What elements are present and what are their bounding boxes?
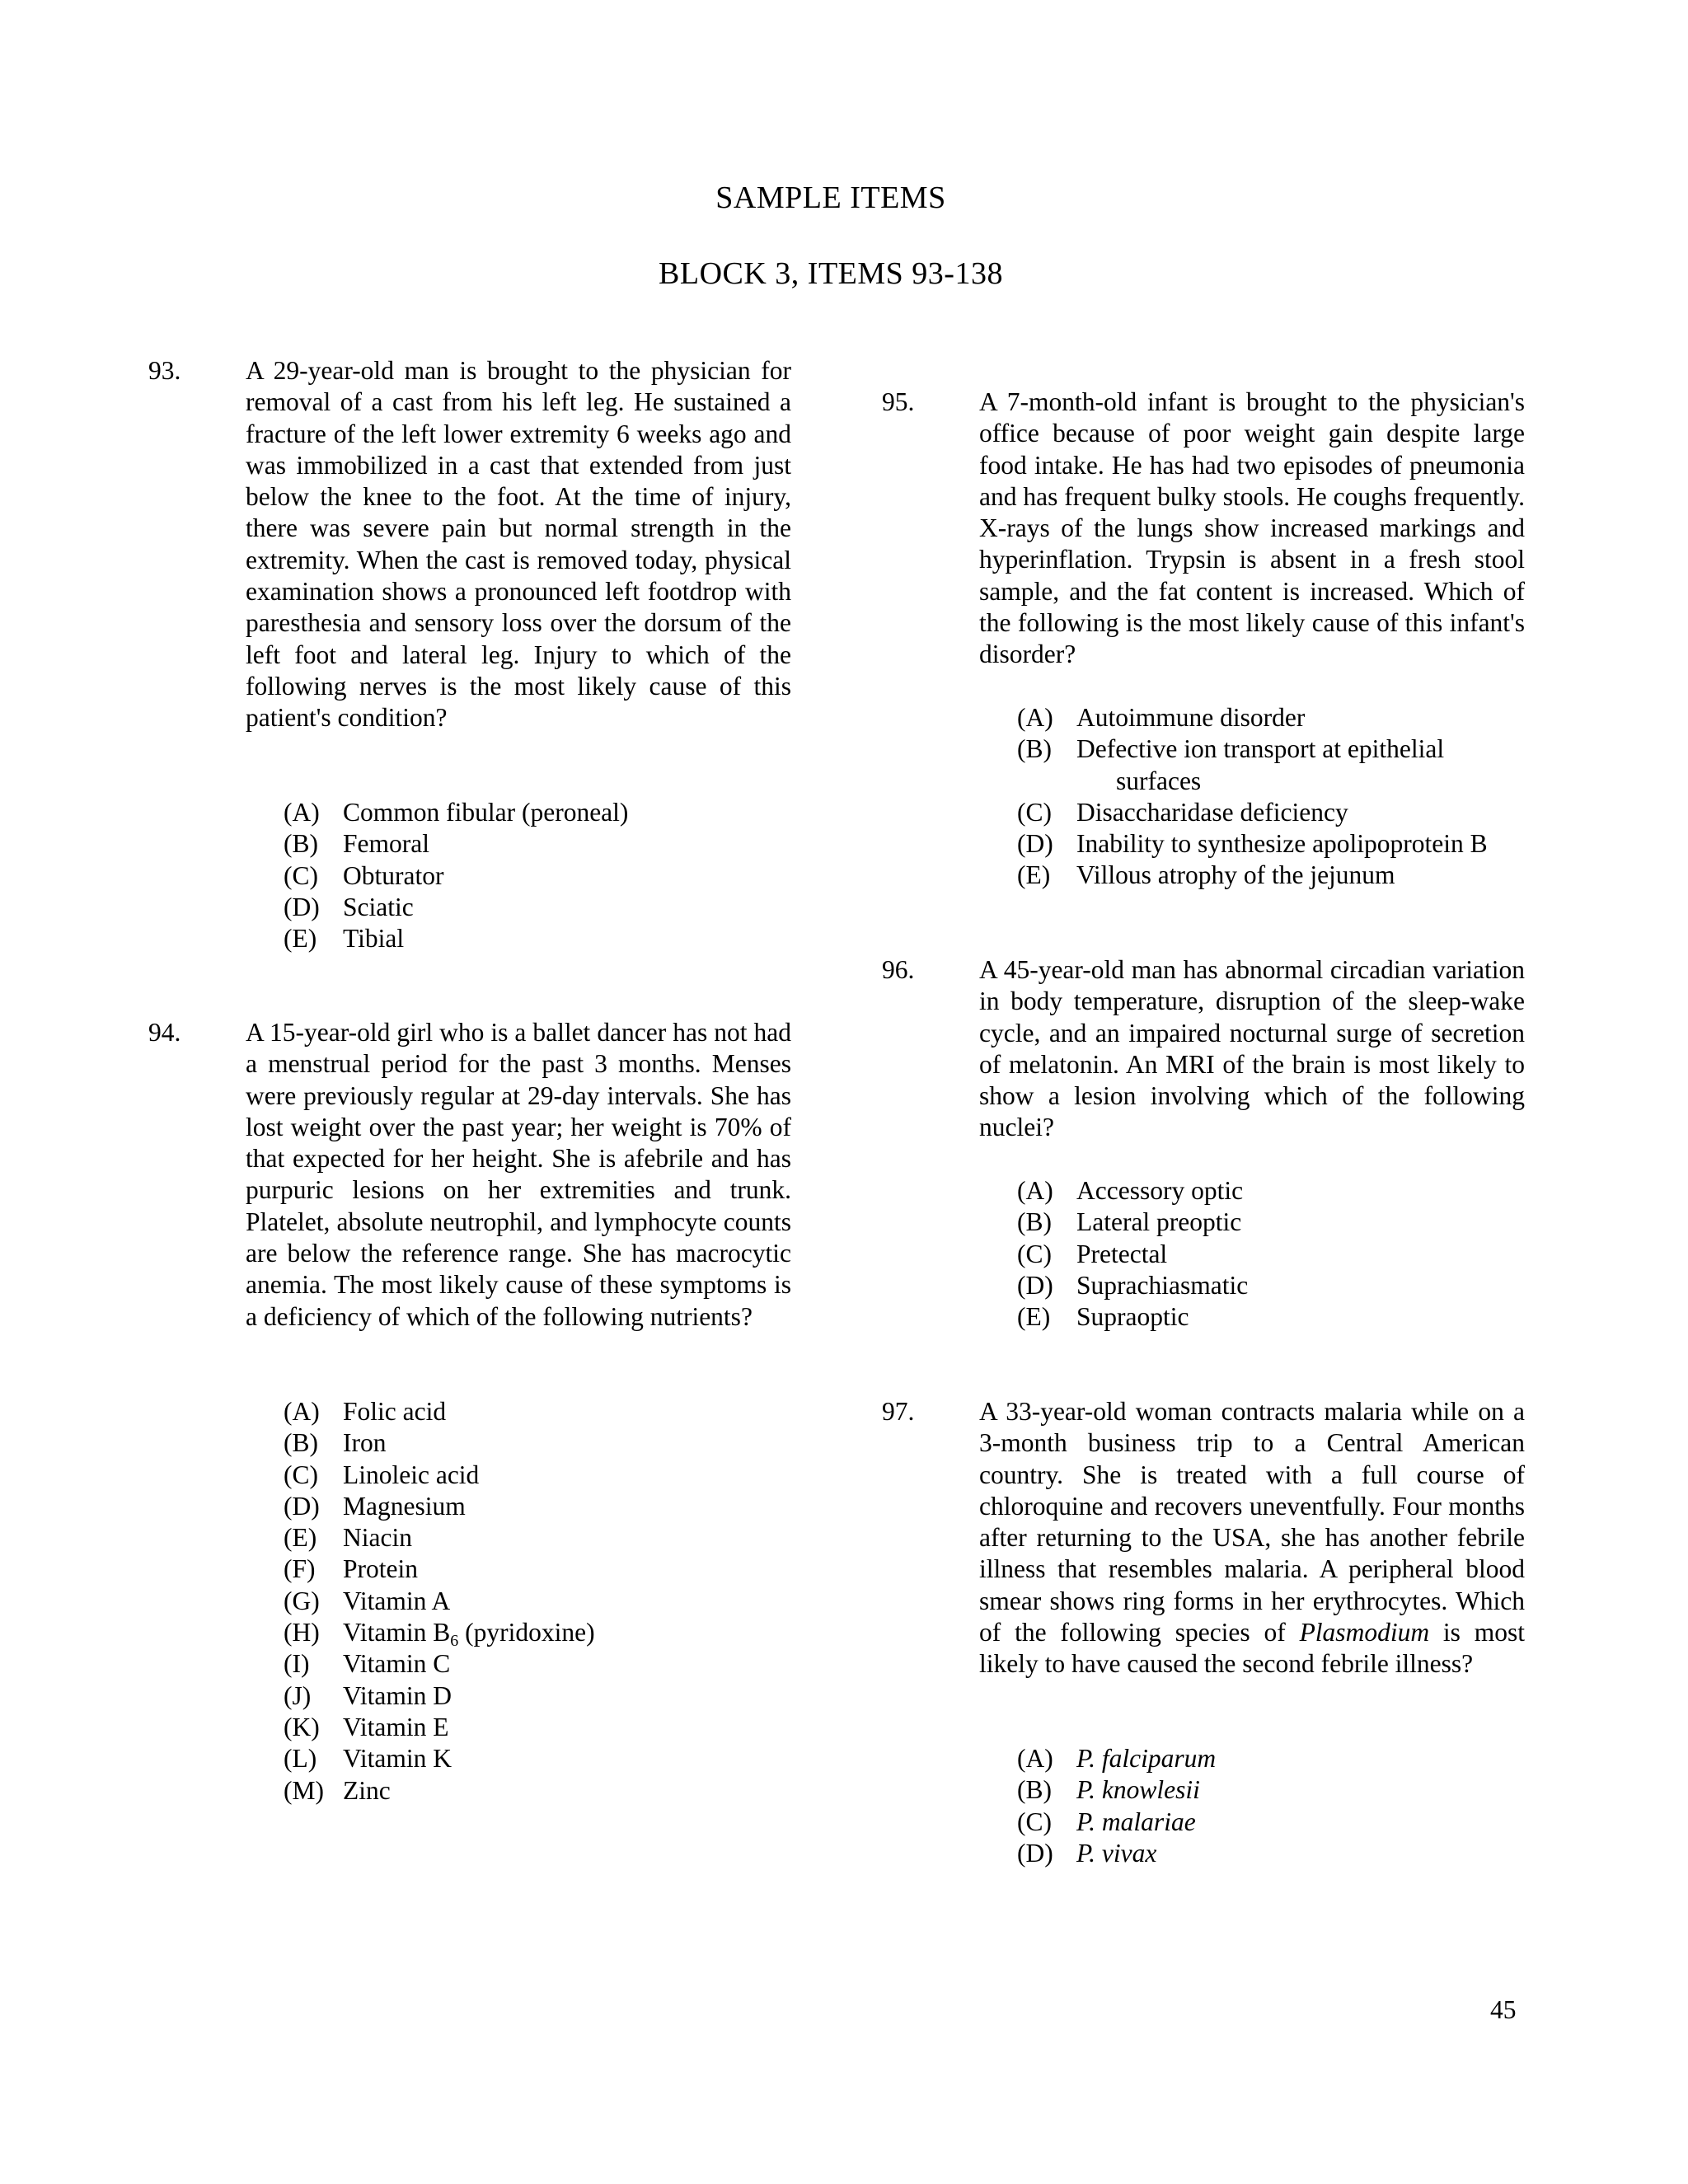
- option-letter: (J): [284, 1680, 312, 1710]
- option-text: Vitamin E: [343, 1712, 449, 1741]
- option-text: P. malariae: [1076, 1807, 1196, 1836]
- answer-option[interactable]: [1017, 1774, 1512, 1806]
- option-text: Vitamin K: [343, 1744, 452, 1774]
- option-text: Vitamin B: [343, 1618, 451, 1647]
- answer-option[interactable]: [1017, 1207, 1512, 1238]
- option-text: Tibial: [343, 924, 405, 954]
- answer-option[interactable]: [284, 797, 778, 828]
- option-text: P. knowlesii: [1076, 1775, 1200, 1805]
- answer-option[interactable]: [1017, 733, 1512, 797]
- question-stem: A 45-year-old man has abnormal circadian variation in body temperature, disruption of the sleep-wake cycle, and an impaired nocturnal surge of secretion of melatonin. An MRI of the brain is most likely to show a lesion involving which of the following nuclei?: [979, 955, 1525, 1142]
- answer-option[interactable]: [1017, 1301, 1512, 1333]
- question-number: 95.: [882, 387, 915, 416]
- option-letter: (B): [1017, 1775, 1052, 1805]
- option-text: Common fibular (peroneal): [343, 798, 629, 827]
- option-text: Vitamin A: [343, 1586, 451, 1615]
- option-letter: (E): [284, 924, 317, 954]
- answer-option[interactable]: [284, 1396, 778, 1427]
- option-letter: (A): [284, 798, 320, 827]
- option-letter: (C): [1017, 797, 1052, 827]
- stem-genus-italic: Plasmodium: [1299, 1618, 1430, 1647]
- answer-option[interactable]: [284, 1522, 778, 1554]
- answer-option[interactable]: [1017, 828, 1512, 860]
- option-letter: (B): [284, 1428, 318, 1458]
- answer-option[interactable]: [284, 1648, 778, 1680]
- option-text: Zinc: [343, 1775, 391, 1805]
- option-text: Sciatic: [343, 892, 414, 921]
- question-stem: A 7-month-old infant is brought to the physician's office because of poor weight gain despite large food intake. He has had two episodes of pneumonia and has frequent bulky stools. He coughs frequently. X-rays of the lungs show increased markings and hyperinflation. Trypsin is absent in a fresh stool sample, and the fat content is increased. Which of the following is the most likely cause of this infant's disorder?: [979, 387, 1525, 669]
- option-letter: (A): [284, 1397, 320, 1426]
- answer-option[interactable]: [284, 1586, 778, 1617]
- answer-option[interactable]: [284, 860, 778, 892]
- option-letter: (B): [1017, 734, 1052, 764]
- option-subscript: 6: [450, 1632, 459, 1651]
- answer-option[interactable]: [284, 1712, 778, 1743]
- option-text: Accessory optic: [1076, 1176, 1244, 1205]
- answer-option[interactable]: [284, 1554, 778, 1585]
- option-letter: (D): [284, 892, 320, 921]
- question-number: 94.: [148, 1018, 181, 1047]
- option-letter: (C): [284, 1460, 318, 1489]
- answer-option[interactable]: [1017, 1838, 1512, 1869]
- option-letter: (G): [284, 1586, 320, 1615]
- option-letter: (E): [1017, 1302, 1051, 1332]
- option-letter: (K): [284, 1712, 320, 1741]
- page-title: SAMPLE ITEMS: [715, 180, 946, 215]
- option-text: Niacin: [343, 1523, 412, 1553]
- stem-text-end: is most likely to have caused the second febrile illness?: [979, 1618, 1525, 1679]
- option-text: Vitamin D: [343, 1680, 452, 1710]
- answer-option[interactable]: [284, 1617, 778, 1651]
- option-letter: (D): [284, 1491, 320, 1521]
- option-text: Folic acid: [343, 1397, 447, 1426]
- option-letter: (D): [1017, 1838, 1053, 1868]
- option-letter: (A): [1017, 1176, 1053, 1205]
- answer-options: [1017, 1743, 1512, 1869]
- answer-option[interactable]: [1017, 1270, 1512, 1301]
- answer-option[interactable]: [1017, 1743, 1512, 1774]
- option-letter: (A): [1017, 1744, 1053, 1773]
- option-text: Inability to synthesize apolipoprotein B: [1076, 829, 1488, 859]
- option-text: Iron: [343, 1428, 387, 1458]
- answer-option[interactable]: [1017, 860, 1512, 891]
- option-text: Villous atrophy of the jejunum: [1076, 860, 1395, 890]
- answer-option[interactable]: [284, 828, 778, 860]
- option-letter: (M): [284, 1775, 324, 1805]
- answer-options: [284, 797, 778, 954]
- answer-option[interactable]: [284, 1427, 778, 1459]
- option-letter: (D): [1017, 1270, 1053, 1300]
- answer-option[interactable]: [1017, 702, 1512, 733]
- option-letter: (E): [284, 1523, 317, 1553]
- option-text: Obturator: [343, 860, 444, 890]
- option-text: Protein: [343, 1554, 418, 1584]
- option-text: Disaccharidase deficiency: [1076, 797, 1348, 827]
- option-letter: (C): [284, 860, 318, 890]
- option-letter: (E): [1017, 860, 1051, 890]
- answer-option[interactable]: [284, 1680, 778, 1712]
- option-text: Supraoptic: [1076, 1302, 1189, 1332]
- option-letter: (A): [1017, 703, 1053, 732]
- answer-option[interactable]: [284, 892, 778, 923]
- option-text: Lateral preoptic: [1076, 1207, 1242, 1237]
- stem-text: A 33-year-old woman contracts malaria while on a 3-month business trip to a Central American country. She is treated with a full course of chloroquine and recovers uneventfully. Four months after returning to the USA, she has another febrile illness that resembles malaria. A peripheral blood smear shows ring forms in her erythrocytes. Which of the following species of: [979, 1397, 1525, 1647]
- answer-option[interactable]: [284, 1460, 778, 1491]
- question-stem: A 15-year-old girl who is a ballet dancer has not had a menstrual period for the past 3 months. Menses were previously regular at 29-day intervals. She has lost weight over the past year; her weight is 70% of that expected for her height. She is afebrile and has purpuric lesions on her extremities and trunk. Platelet, absolute neutrophil, and lymphocyte counts are below the reference range. She has macrocytic anemia. The most likely cause of these symptoms is a deficiency of which of the following nutrients?: [246, 1018, 791, 1331]
- answer-option[interactable]: [284, 1743, 778, 1774]
- answer-option[interactable]: [284, 923, 778, 954]
- option-text: P. vivax: [1076, 1838, 1157, 1868]
- answer-option[interactable]: [1017, 797, 1512, 828]
- option-letter: (D): [1017, 829, 1053, 859]
- option-letter: (F): [284, 1554, 316, 1584]
- option-letter: (H): [284, 1618, 320, 1647]
- answer-options: [1017, 702, 1512, 892]
- option-letter: (C): [1017, 1807, 1052, 1836]
- option-letter: (B): [284, 829, 318, 859]
- answer-option[interactable]: [284, 1775, 778, 1807]
- question-stem: [979, 1396, 1525, 1680]
- option-text: P. falciparum: [1076, 1744, 1217, 1773]
- option-letter: (B): [1017, 1207, 1052, 1237]
- question-number: 96.: [882, 955, 915, 984]
- option-letter: (C): [1017, 1239, 1052, 1268]
- option-text: Magnesium: [343, 1491, 466, 1521]
- answer-options: [1017, 1175, 1512, 1333]
- page-number: 45: [1490, 1995, 1517, 2024]
- answer-options: [284, 1396, 778, 1807]
- option-text-suffix: (pyridoxine): [458, 1618, 595, 1647]
- option-letter: (I): [284, 1649, 310, 1679]
- block-subtitle: BLOCK 3, ITEMS 93-138: [659, 256, 1003, 291]
- answer-option[interactable]: [1017, 1807, 1512, 1838]
- option-letter: (L): [284, 1744, 317, 1774]
- option-text: Femoral: [343, 829, 429, 859]
- option-text: Vitamin C: [343, 1649, 451, 1679]
- question-number: 97.: [882, 1397, 915, 1426]
- answer-option[interactable]: [284, 1491, 778, 1522]
- option-text: Suprachiasmatic: [1076, 1270, 1249, 1300]
- option-text: Defective ion transport at epithelial: [1076, 734, 1445, 764]
- option-text: Linoleic acid: [343, 1460, 480, 1489]
- option-text: Pretectal: [1076, 1239, 1168, 1268]
- option-text-continuation: surfaces: [1116, 766, 1202, 795]
- question-number: 93.: [148, 356, 181, 385]
- question-stem: A 29-year-old man is brought to the physician for removal of a cast from his left leg. He sustained a fracture of the left lower extremity 6 weeks ago and was immobilized in a cast that extended from just below the knee to the foot. At the time of injury, there was severe pain but normal strength in the extremity. When the cast is removed today, physical examination shows a pronounced left footdrop with paresthesia and sensory loss over the dorsum of the left foot and lateral leg. Injury to which of the following nerves is the most likely cause of this patient's condition?: [246, 356, 791, 733]
- answer-option[interactable]: [1017, 1239, 1512, 1270]
- option-text: Autoimmune disorder: [1076, 703, 1306, 732]
- answer-option[interactable]: [1017, 1175, 1512, 1207]
